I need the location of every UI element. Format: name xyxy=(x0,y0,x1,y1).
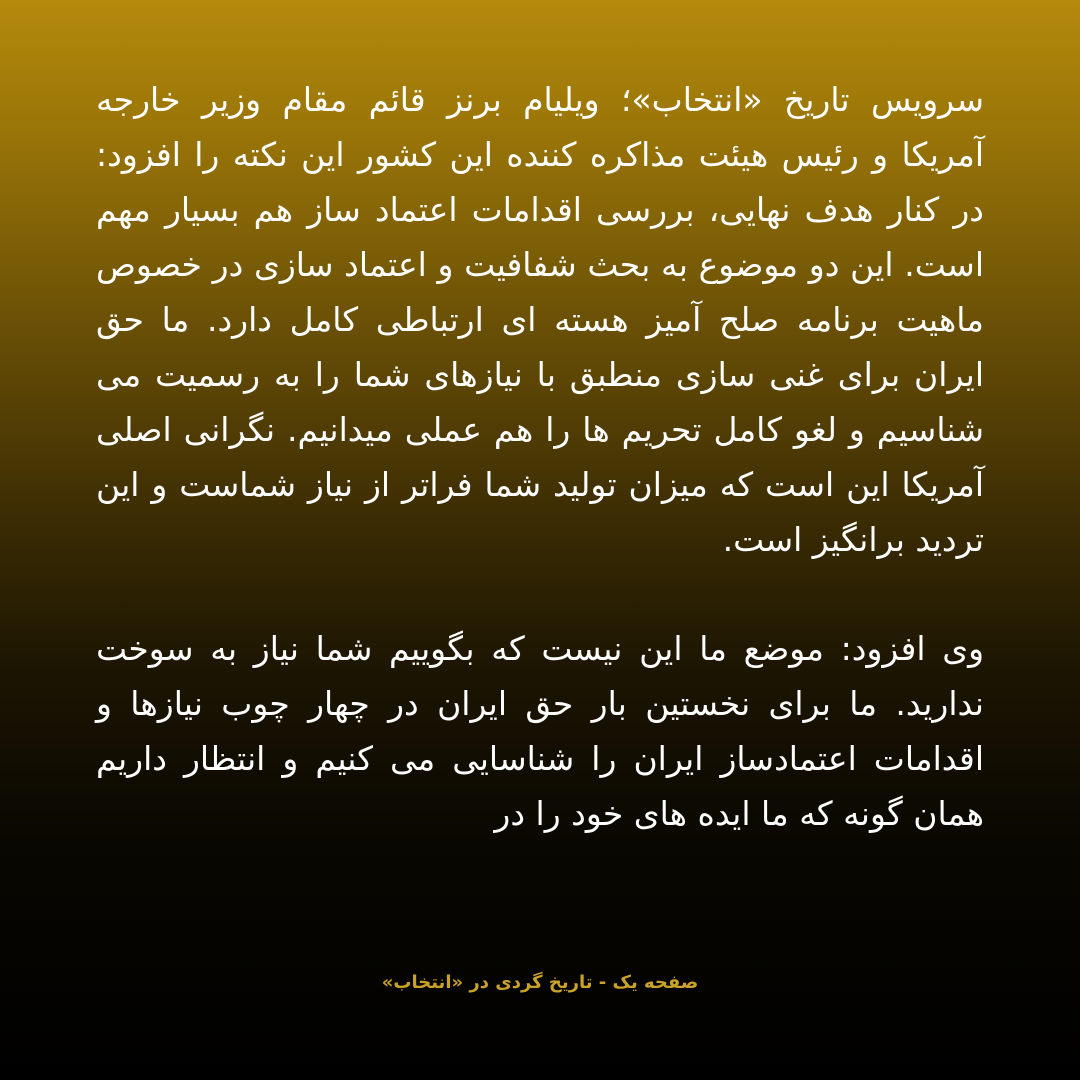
article-paragraph-1: سرویس تاریخ «انتخاب»؛ ویلیام برنز قائم مقام وزیر خارجه آمریکا و رئیس هیئت مذاکره کننده این کشور این نکته را افزود: در کنار هدف نهایی، بررسی اقدامات اعتماد ساز هم بسیار مهم است. این دو موضوع به بحث شفافیت و اعتماد سازی در خصوص ماهیت برنامه صلح آمیز هسته ای ارتباطی کامل دارد. ما حق ایران برای غنی سازی منطبق با نیازهای شما را به رسمیت می شناسیم و لغو کامل تحریم ها را هم عملی میدانیم. نگرانی اصلی آمریکا این است که میزان تولید شما فراتر از نیاز شماست و این تردید برانگیز است. xyxy=(96,80,984,559)
article-body xyxy=(96,72,984,841)
article-paragraph-2: وی افزود: موضع ما این نیست که بگوییم شما نیاز به سوخت ندارید. ما برای نخستین بار حق ایران در چهار چوب نیازها و اقدامات اعتمادساز ایران را شناسایی می کنیم و انتظار داریم همان گونه که ما ایده های خود را در xyxy=(96,629,984,833)
page-caption: صفحه یک - تاریخ گردی در «انتخاب» xyxy=(381,972,699,993)
